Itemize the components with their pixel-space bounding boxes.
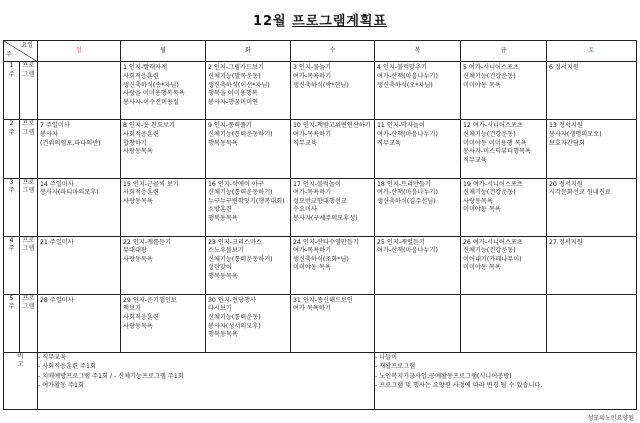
day-cell-first-line: 1 인지-빨래자게 <box>123 64 167 72</box>
day-cell-activity: 여가 목욕하기 <box>293 305 331 313</box>
day-label: 요일 <box>21 42 33 49</box>
day-cell-first-line: 26 여가-시니어스포츠 <box>463 238 523 246</box>
week-rows <box>4 62 637 353</box>
page-title <box>0 10 640 29</box>
day-cell <box>291 236 375 294</box>
day-cell-activity: 신체기능(건강운동) <box>463 189 516 197</box>
day-cell <box>547 178 637 236</box>
day-cell <box>291 294 375 352</box>
day-cell-first-line: 27 정서지원 <box>549 238 583 246</box>
day-cell <box>375 62 461 120</box>
week-program-label: 프로그램 <box>20 120 38 178</box>
week-program-label: 프로그램 <box>20 236 38 294</box>
day-cell-activity: 봉사자-행꿈미미연 <box>208 98 259 106</box>
day-cell-activity: 합창하기 <box>123 139 147 147</box>
day-cell <box>38 178 121 236</box>
day-cell-activity: 봉사자(생명의모오) <box>549 131 602 139</box>
day-cell-activity: 사회적응훈련 <box>123 189 159 197</box>
day-cell-activity: 여가-산책(마음나누기) <box>377 247 438 255</box>
day-cell-first-line: 25 인지-캐럴듣기 <box>377 238 425 246</box>
day-cell-activity: 뮤대대왕 <box>123 247 147 255</box>
day-cell <box>38 62 121 120</box>
week-program-label: 프로그램 <box>20 294 38 352</box>
day-cell-first-line: 31 인지-종선해드보인 <box>293 296 353 304</box>
day-cell-activity: 성모반교향대행선교 <box>293 197 347 205</box>
day-cell <box>461 62 547 120</box>
day-cell-activity: 소방훈련 <box>208 206 232 214</box>
day-cell <box>206 178 291 236</box>
week-number: 5 주 <box>4 294 20 352</box>
day-cell-activity: 사랑동목욕 <box>123 197 153 205</box>
day-cell-first-line: 16 인지-삭에이 아구 <box>208 180 264 188</box>
day-cell <box>38 120 121 178</box>
day-cell-first-line: 12 여가-시니어스포츠 <box>463 122 523 130</box>
day-cell <box>547 120 637 178</box>
day-cell-activity: (건위의영포,파다의반) <box>40 139 101 147</box>
day-cell-first-line: 3 인지-물놀기 <box>293 64 332 72</box>
day-cell-activity: 미미야동 목욕 <box>463 206 501 214</box>
week-program-label: 프로그램 <box>20 62 38 120</box>
day-cell-activity: 다시보기 <box>208 305 232 313</box>
day-cell <box>121 294 206 352</box>
week-label: 주 <box>6 50 12 58</box>
day-cell <box>461 294 547 352</box>
day-cell <box>375 236 461 294</box>
day-cell <box>206 62 291 120</box>
header-corner <box>4 41 38 62</box>
day-cell-activity: 봉사자-이수진미용실 <box>123 98 180 106</box>
day-cell-activity: 신체기능(건강운동) <box>463 72 516 80</box>
day-cell-first-line: 22 인지-캐롤듣기 <box>123 238 171 246</box>
day-cell-activity: 사랑동목욕 <box>123 322 153 330</box>
day-cell-first-line: 5 여가-시니어스포츠 <box>463 64 519 72</box>
day-cell-activity: 여가-산책(마음나누기) <box>377 131 438 139</box>
day-cell <box>291 62 375 120</box>
day-cell-activity: 신체기능(통력운동하기) <box>208 131 273 139</box>
day-cell-activity: 신체기능(통력운동하기) <box>208 189 273 197</box>
day-cell-activity: 책보기 <box>123 305 141 313</box>
week-row <box>4 62 637 120</box>
day-cell-activity: 사회적응훈련 <box>123 313 159 321</box>
day-cell-first-line: 10 인지-책받고위변연산하기 <box>293 122 371 130</box>
day-cell <box>121 178 206 236</box>
day-cell-activity: 행복을 이미용행복 <box>208 90 258 98</box>
day-cell <box>375 178 461 236</box>
day-cell-activity: 봉사자-미스딕뷰티행목욕 <box>463 148 531 156</box>
day-cell <box>121 120 206 178</box>
day-cell <box>547 294 637 352</box>
day-cell-activity: 수요미사 <box>293 206 317 214</box>
day-cell-first-line: 19 여가-시니어스포츠 <box>463 180 523 188</box>
day-cell-activity: 생신축하식(이선*자님) <box>208 81 270 89</box>
day-cell-first-line: 6 정서지원 <box>549 64 579 72</box>
day-cell-activity: 봉사자(파티마의모후) <box>40 189 99 197</box>
day-cell-activity: 직무교육 <box>293 139 317 147</box>
day-cell <box>461 236 547 294</box>
day-cell-activity: 미미야동 목욕 <box>293 264 331 272</box>
day-header-mon: 월 <box>121 41 206 62</box>
day-cell-first-line: 17 인지-블럭놀이 <box>293 180 341 188</box>
day-cell <box>291 178 375 236</box>
day-cell-activity: 누구누구변학잇기(행복대회) <box>208 197 285 205</box>
day-cell-activity: 사랑을 이미용행복목욕 <box>123 90 185 98</box>
day-header-tue: 화 <box>206 41 291 62</box>
day-cell <box>206 236 291 294</box>
day-cell-first-line: 23 인지-크리스마스 <box>208 238 262 246</box>
day-cell <box>547 62 637 120</box>
day-cell-activity: 생신축하식(송*자님) <box>123 81 179 89</box>
week-row <box>4 236 637 294</box>
day-cell <box>38 236 121 294</box>
day-cell-first-line: 8 인지-옷 찬도로기 <box>123 122 175 130</box>
day-cell-activity: 봉사자(구세주의모후성) <box>293 214 358 222</box>
week-number: 1 주 <box>4 62 20 120</box>
day-cell-activity: 사회적응훈련 <box>123 72 159 80</box>
day-cell-first-line: 13 정서지원 <box>549 122 583 130</box>
day-cell-activity: 신체기능(건강운동) <box>463 247 516 255</box>
title-month: 12월 <box>252 14 287 29</box>
day-cell <box>206 294 291 352</box>
notes-left: - 직무교육 - 사회적응훈련 주1회 - 치매예방프로그램 주1회 / - 신체기능프로그램 주1회 - 여가활동 주1회 <box>38 352 375 409</box>
day-cell-activity: 직무교육 <box>463 156 487 164</box>
day-cell-activity: 행복동목욕 <box>208 214 238 222</box>
day-cell <box>121 236 206 294</box>
day-cell-activity: 사랑동목욕 <box>123 148 153 156</box>
day-cell-activity: 사회적응훈련 <box>123 131 159 139</box>
day-cell-first-line: 21 주일미사 <box>40 238 74 246</box>
day-cell-activity: 생신축하식(오*자님) <box>377 81 433 89</box>
week-program-label: 프로그램 <box>20 178 38 236</box>
day-cell-activity: 신체기능(통력운동) <box>208 313 261 321</box>
day-cell <box>375 120 461 178</box>
day-cell <box>121 62 206 120</box>
week-number: 2 주 <box>4 120 20 178</box>
program-calendar-table <box>3 40 637 410</box>
day-cell <box>206 120 291 178</box>
notes-row <box>4 352 637 409</box>
notes-right: - 나들이 - 재활프로그램 - 노인복지기금사업:공예활동프로그램(시니어공방) - 프로그램 및 행사는 요양원 사정에 따라 변경 될 수 있습니다. <box>375 352 637 409</box>
day-cell-first-line: 20 정서지원 <box>549 180 583 188</box>
week-number: 4 주 <box>4 236 20 294</box>
day-cell-activity: 행복동목욕 <box>208 273 238 281</box>
day-cell-activity: 사랑동목욕 <box>463 197 493 205</box>
day-cell-first-line: 30 인지-천당행사 <box>208 296 256 304</box>
day-cell-activity: 직무교육 <box>377 139 401 147</box>
day-cell-activity: 스노우볼보기 <box>208 247 244 255</box>
day-cell-activity: 생신축하식(김주선님) <box>377 197 436 205</box>
day-cell-activity: 사랑동목욕 <box>123 255 153 263</box>
day-header-sun: 일 <box>38 41 121 62</box>
day-cell-activity: 시각문화선교 원내진료 <box>549 189 611 197</box>
title-name: 프로그램계획표 <box>292 14 388 29</box>
week-row <box>4 178 637 236</box>
day-cell-activity: 미미야동 이미용행 목욕 <box>463 139 527 147</box>
week-number: 3 주 <box>4 178 20 236</box>
day-header-sat: 토 <box>547 41 637 62</box>
day-cell-first-line: 2 인지-그림카드보기 <box>208 64 264 72</box>
day-cell <box>461 120 547 178</box>
day-cell-activity: 신체기능(통력운동하기) <box>208 255 273 263</box>
day-header-fri: 금 <box>461 41 547 62</box>
day-cell-activity: 미미야동 목욕 <box>463 81 501 89</box>
day-cell-first-line: 7 주일미사 <box>40 122 70 130</box>
day-header-wed: 수 <box>291 41 375 62</box>
day-header-thu: 목 <box>375 41 461 62</box>
day-cell-activity: 보호자간담회 <box>549 139 585 147</box>
header-row <box>4 41 637 62</box>
day-cell-first-line: 9 인지-풍력풀기 <box>208 122 252 130</box>
week-row <box>4 294 637 352</box>
day-cell-first-line: 4 인지-블럭맞추기 <box>377 64 427 72</box>
day-cell-activity: 성탄맞이 <box>208 264 232 272</box>
day-cell-activity: 이어내기(카페나무이) <box>463 255 522 263</box>
day-cell <box>38 294 121 352</box>
day-cell-activity: 생신축하식(조화*님) <box>293 255 349 263</box>
day-cell-activity: 여가-산책(마음나누기) <box>377 72 438 80</box>
day-cell-activity: 여가-목욕하기 <box>293 72 332 80</box>
day-cell-activity: 여가-목욕하기 <box>293 247 332 255</box>
notes-label: 비 고 <box>4 352 38 409</box>
day-cell <box>461 178 547 236</box>
day-cell-activity: 신체기능(발목운동) <box>208 72 261 80</box>
day-cell-activity: 생신축하식(박*현님) <box>293 81 349 89</box>
day-cell-first-line: 15 인지-근골씩 보기 <box>123 180 179 188</box>
day-cell-first-line: 18 인지-트리만들기 <box>377 180 431 188</box>
day-cell <box>375 294 461 352</box>
day-cell-activity: 미미야동 목욕 <box>463 264 501 272</box>
day-cell-activity: 신체기능(건강운동) <box>463 131 516 139</box>
day-cell <box>547 236 637 294</box>
day-cell-activity: 봉사자 <box>40 131 58 139</box>
day-cell-first-line: 24 인지-산타수염만들기 <box>293 238 359 246</box>
day-cell-first-line: 11 인지-막자놀이 <box>377 122 425 130</box>
day-cell-first-line: 14 주일미사 <box>40 180 74 188</box>
day-cell-activity: 행복동목욕 <box>208 139 238 147</box>
day-cell-activity: 여가-산책(마음나누기) <box>377 189 438 197</box>
day-cell-activity: 여가-목욕하기 <box>293 131 332 139</box>
day-cell <box>291 120 375 178</box>
day-cell-first-line: 29 인지-운기행인보 <box>123 296 177 304</box>
week-row <box>4 120 637 178</box>
day-cell-activity: 행복동목욕 <box>208 331 238 339</box>
facility-name: 성모의노인요양원 <box>587 415 634 422</box>
day-cell-activity: 봉사자(성서의모후) <box>208 322 261 330</box>
day-cell-activity: 여가-목욕하기 <box>293 189 332 197</box>
day-cell-first-line: 28 주일미사 <box>40 296 74 304</box>
